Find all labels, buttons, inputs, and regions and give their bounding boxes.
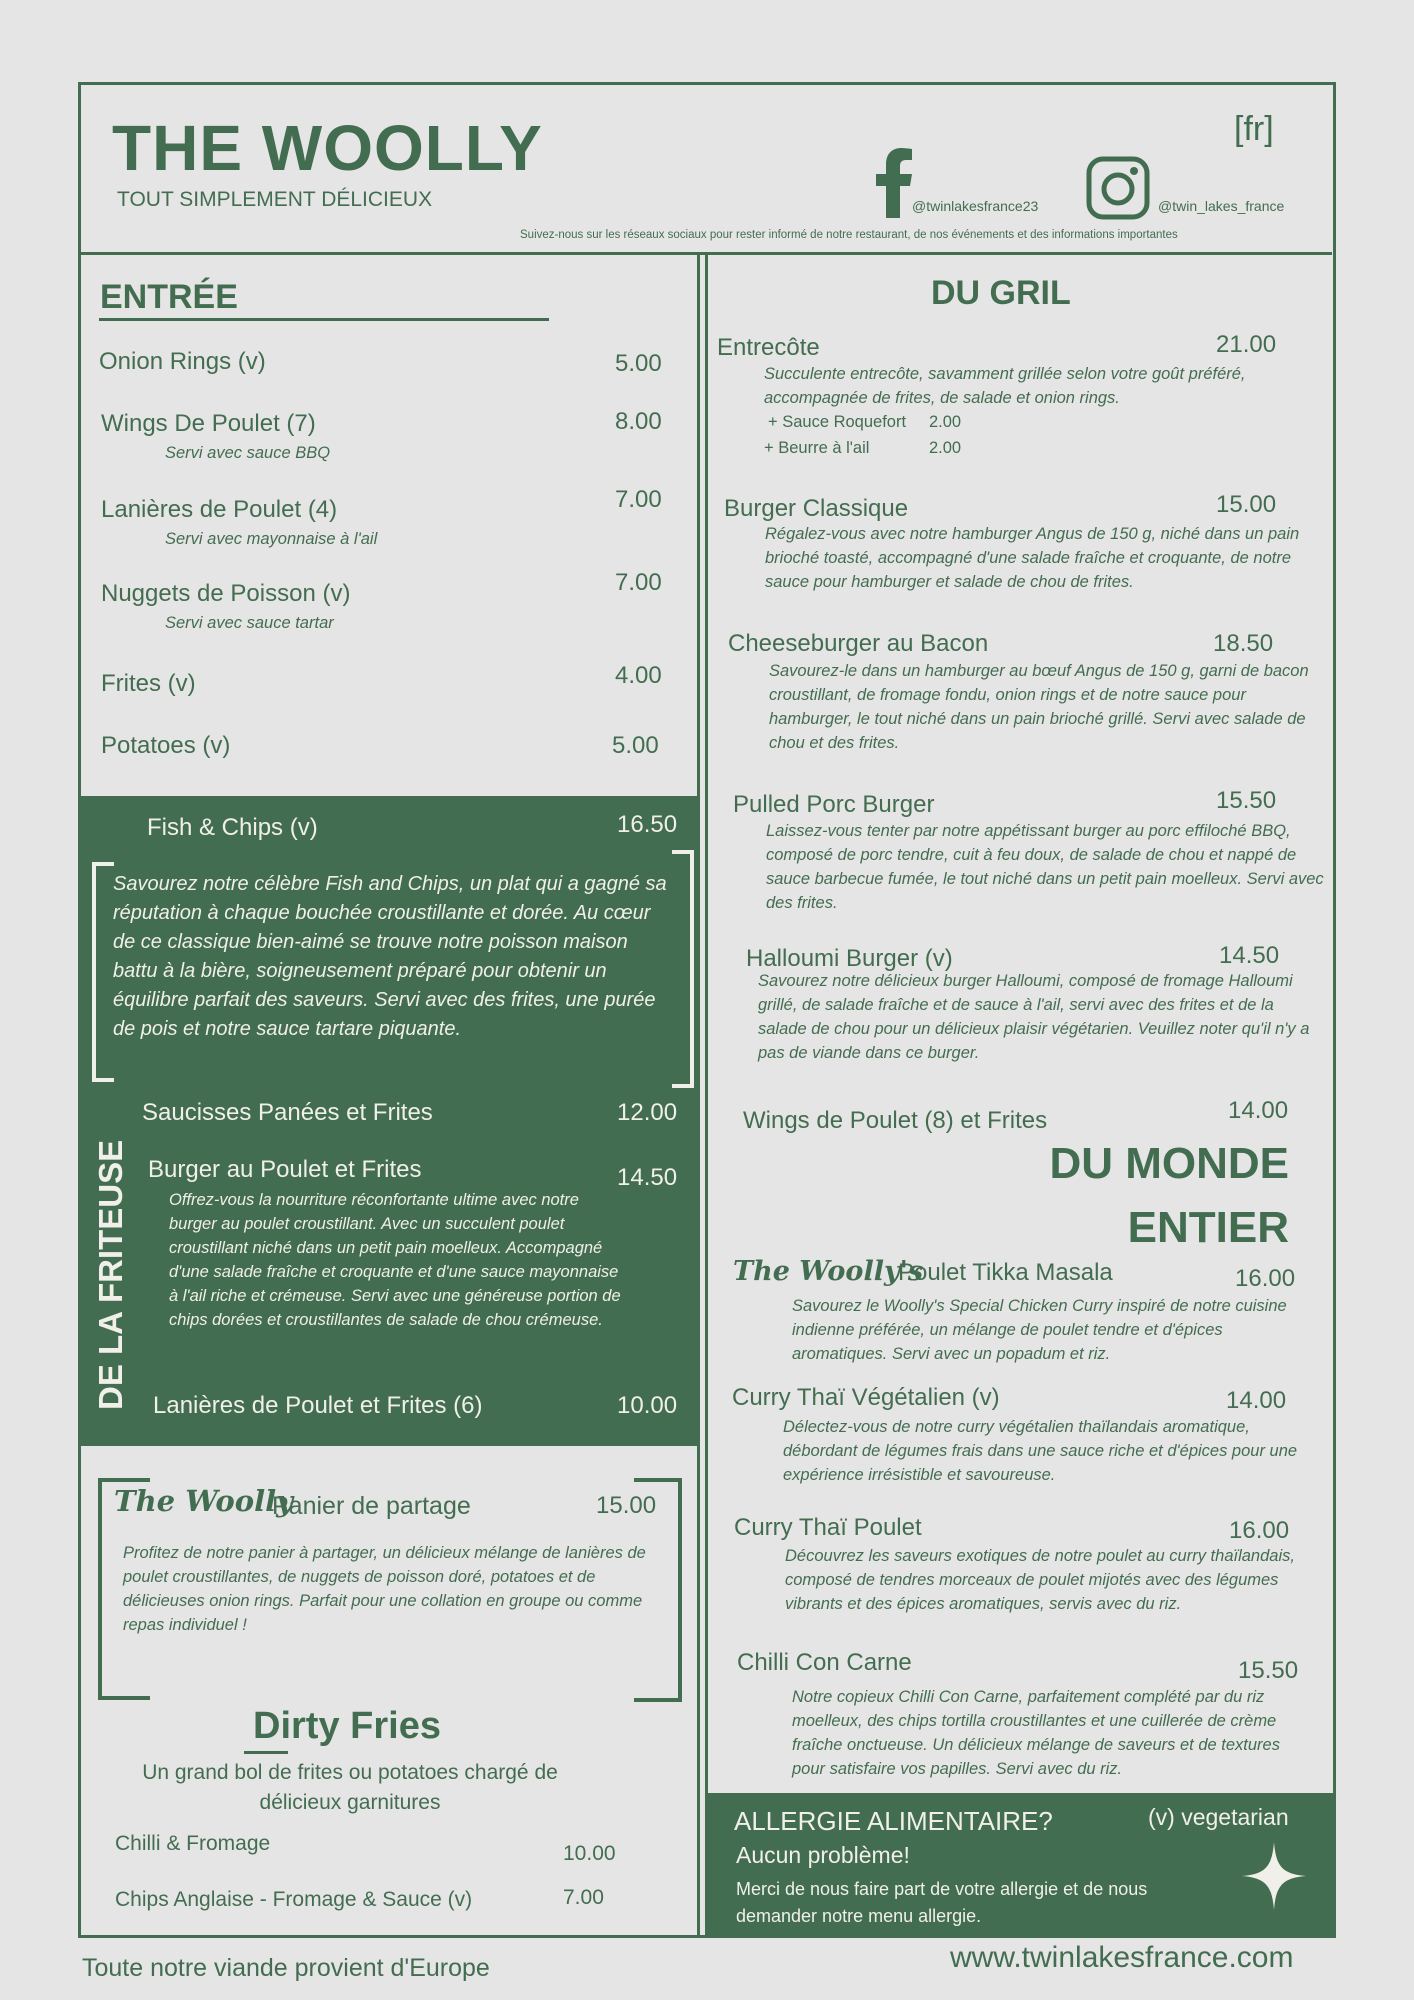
friteuse-title-text: DE LA FRITEUSE [92, 1139, 129, 1410]
column-divider-right [705, 255, 708, 1793]
burger-poulet-desc: Offrez-vous la nourriture réconfortante ultime avec notre burger au poulet croustillant. Avec un succulent poulet croustillant niché dans un petit pain moelleux. Accompagné d'une salade fraîche et croquante et d'une sauce mayonnaise à l'ail riche et crémeuse. Servi avec une généreuse portion de chips dorées et croustillantes de salade de chou crémeuse. [169, 1191, 621, 1329]
entree-title: ENTRÉE [100, 278, 238, 316]
entrecote-price: 21.00 [1216, 331, 1277, 358]
gril-wings-name: Wings de Poulet (8) et Frites [743, 1107, 1048, 1134]
fish-chips-desc: Savourez notre célèbre Fish and Chips, un plat qui a gagné sa réputation à chaque bouchée croustillante et dorée. Au cœur de ce classique bien-aimé se trouve notre poisson maison battu à la bière, soigneusement préparé pour obtenir un équilibre parfait des saveurs. Servi avec des frites, une purée de pois et notre sauce tartare piquante. [113, 873, 667, 1040]
curry-thai-poulet-price: 16.00 [1229, 1517, 1290, 1544]
entrecote-name: Entrecôte [717, 334, 820, 361]
fish-chips-price: 16.50 [617, 811, 678, 838]
burger-classique-name: Burger Classique [724, 495, 909, 522]
fish-chips-name: Fish & Chips (v) [147, 814, 318, 841]
curry-thai-poulet-name: Curry Thaï Poulet [734, 1514, 922, 1541]
bacon-burger-name: Cheeseburger au Bacon [728, 630, 989, 657]
entree-item-desc: Servi avec sauce tartar [165, 614, 334, 632]
burger-poulet-name: Burger au Poulet et Frites [148, 1156, 422, 1183]
entree-item-price: 5.00 [615, 350, 662, 377]
burger-classique-desc: Régalez-vous avec notre hamburger Angus de 150 g, niché dans un pain brioché toasté, accompagné d'une salade fraîche et croquante, de notre sauce pour hamburger et salade de chou de frites. [765, 525, 1300, 591]
pulled-porc-desc: Laissez-vous tenter par notre appétissant burger au porc effiloché BBQ, composé de porc tendre, cuit à feu doux, de salade de chou et nappé de sauce barbecue fumée, le tout niché dans un petit pain moelleux. Servi avec des frites. [766, 822, 1324, 912]
instagram-icon[interactable] [1086, 156, 1150, 220]
entree-item-name: Onion Rings (v) [99, 348, 266, 375]
entree-item-price: 5.00 [612, 732, 659, 759]
vegetarian-legend: (v) vegetarian [1148, 1804, 1289, 1830]
halloumi-price: 14.50 [1219, 942, 1280, 969]
monde-title-line1: DU MONDE [1049, 1139, 1289, 1188]
friteuse-vertical-title [92, 1110, 130, 1410]
tagline: TOUT SIMPLEMENT DÉLICIEUX [117, 188, 433, 211]
entrecote-option-price: 2.00 [929, 413, 962, 431]
allergy-title: ALLERGIE ALIMENTAIRE? [734, 1806, 1053, 1836]
entrecote-option-price: 2.00 [929, 439, 962, 457]
entrecote-option: + Beurre à l'ail [764, 439, 870, 457]
dirty-fries-item-price: 7.00 [563, 1886, 604, 1909]
panier-brand: The Woolly [114, 1484, 293, 1518]
lanieres-frites-price: 10.00 [617, 1392, 678, 1419]
pulled-porc-price: 15.50 [1216, 787, 1277, 814]
chilli-price: 15.50 [1238, 1657, 1299, 1684]
tikka-name: Poulet Tikka Masala [898, 1259, 1113, 1286]
allergy-subtitle: Aucun problème! [736, 1842, 910, 1868]
entree-item-name: Lanières de Poulet (4) [101, 496, 338, 523]
gril-title: DU GRIL [931, 274, 1071, 312]
pulled-porc-name: Pulled Porc Burger [733, 791, 935, 818]
dirty-fries-item-name: Chips Anglaise - Fromage & Sauce (v) [115, 1888, 473, 1911]
entree-item-price: 7.00 [615, 486, 662, 513]
footer-meat-note: Toute notre viande provient d'Europe [82, 1954, 490, 1982]
entree-item-desc: Servi avec sauce BBQ [165, 444, 331, 462]
tikka-price: 16.00 [1235, 1265, 1296, 1292]
dirty-fries-underline [244, 1751, 288, 1754]
panier-price: 15.00 [596, 1492, 657, 1519]
burger-classique-price: 15.00 [1216, 491, 1277, 518]
monde-title-line2: ENTIER [1127, 1203, 1289, 1252]
saucisses-name: Saucisses Panées et Frites [142, 1099, 433, 1126]
allergy-text: Merci de nous faire part de votre allergie et de nous demander notre menu allergie. [736, 1879, 1148, 1926]
bracket-right [672, 850, 694, 1088]
entree-item-name: Nuggets de Poisson (v) [101, 580, 351, 607]
bacon-burger-price: 18.50 [1213, 630, 1274, 657]
panier-name: Panier de partage [272, 1492, 471, 1520]
dirty-fries-item-name: Chilli & Fromage [115, 1832, 271, 1855]
curry-vegetalien-name: Curry Thaï Végétalien (v) [732, 1384, 1000, 1411]
bacon-burger-desc: Savourez-le dans un hamburger au bœuf Angus de 150 g, garni de bacon croustillant, de fromage fondu, onion rings et de notre sauce pour hamburger, le tout niché dans un pain brioché grillé. Servi avec salade de chou et des frites. [769, 662, 1309, 752]
facebook-icon[interactable] [874, 148, 914, 218]
lanieres-frites-name: Lanières de Poulet et Frites (6) [153, 1392, 483, 1419]
entree-item-price: 4.00 [615, 662, 662, 689]
curry-vegetalien-desc: Délectez-vous de notre curry végétalien thaïlandais aromatique, débordant de légumes frais dans une sauce riche et d'épices pour une expérience irrésistible et savoureuse. [783, 1418, 1298, 1484]
entree-item-name: Frites (v) [101, 670, 196, 697]
footer-website[interactable]: www.twinlakesfrance.com [950, 1941, 1294, 1974]
dirty-fries-title: Dirty Fries [253, 1705, 441, 1747]
panier-desc: Profitez de notre panier à partager, un délicieux mélange de lanières de poulet croustillantes, de nuggets de poisson doré, potatoes et de délicieuses onion rings. Parfait pour une collation en groupe ou comme repas individuel ! [123, 1544, 646, 1634]
entree-item-desc: Servi avec mayonnaise à l'ail [165, 530, 378, 548]
entree-item-name: Potatoes (v) [101, 732, 231, 759]
entree-underline [99, 318, 549, 321]
entrecote-option: + Sauce Roquefort [768, 413, 907, 431]
halloumi-desc: Savourez notre délicieux burger Halloumi, composé de fromage Halloumi grillé, de salade fraîche et de sauce à l'ail, servi avec des frites et de la salade de chou pour un délicieux plaisir végétarien. Veuillez noter qu'il n'y a pas de viande dans ce burger. [758, 972, 1310, 1062]
facebook-handle[interactable]: @twinlakesfrance23 [912, 198, 1039, 214]
entree-item-name: Wings De Poulet (7) [101, 410, 316, 437]
chilli-name: Chilli Con Carne [737, 1649, 912, 1676]
tikka-brand: The Woolly's [733, 1256, 924, 1287]
curry-thai-poulet-desc: Découvrez les saveurs exotiques de notre poulet au curry thaïlandais, composé de tendres morceaux de poulet mijotés avec des légumes vibrants et des épices aromatiques, servis avec du riz. [785, 1547, 1295, 1613]
dirty-fries-subtitle: Un grand bol de frites ou potatoes chargé de délicieux garnitures [142, 1761, 558, 1814]
saucisses-price: 12.00 [617, 1099, 678, 1126]
social-note: Suivez-nous sur les réseaux sociaux pour rester informé de notre restaurant, de nos événements et des informations importantes [520, 229, 1178, 241]
restaurant-name: THE WOOLLY [112, 112, 543, 184]
entrecote-desc: Succulente entrecôte, savamment grillée selon votre goût préféré, accompagnée de frites, de salade et onion rings. [764, 365, 1246, 407]
tikka-desc: Savourez le Woolly's Special Chicken Curry inspiré de notre cuisine indienne préférée, un mélange de poulet tendre et d'épices aromatiques. Servi avec un popadum et riz. [792, 1297, 1287, 1363]
burger-poulet-price: 14.50 [617, 1164, 678, 1191]
gril-wings-price: 14.00 [1228, 1097, 1289, 1124]
instagram-handle[interactable]: @twin_lakes_france [1158, 198, 1285, 214]
monde-title [1000, 1132, 1289, 1260]
chilli-desc: Notre copieux Chilli Con Carne, parfaitement complété par du riz moelleux, des chips tortilla croustillantes et une cuillerée de crème fraîche onctueuse. Un délicieux mélange de saveurs et de textures pour satisfaire vos papilles. Servi avec du riz. [792, 1688, 1280, 1778]
sparkle-icon [1242, 1842, 1306, 1910]
language-label: [fr] [1234, 110, 1274, 148]
entree-item-price: 8.00 [615, 408, 662, 435]
entree-item-price: 7.00 [615, 569, 662, 596]
curry-vegetalien-price: 14.00 [1226, 1387, 1287, 1414]
halloumi-name: Halloumi Burger (v) [746, 945, 953, 972]
dirty-fries-item-price: 10.00 [563, 1842, 616, 1865]
bracket-left [92, 862, 114, 1082]
